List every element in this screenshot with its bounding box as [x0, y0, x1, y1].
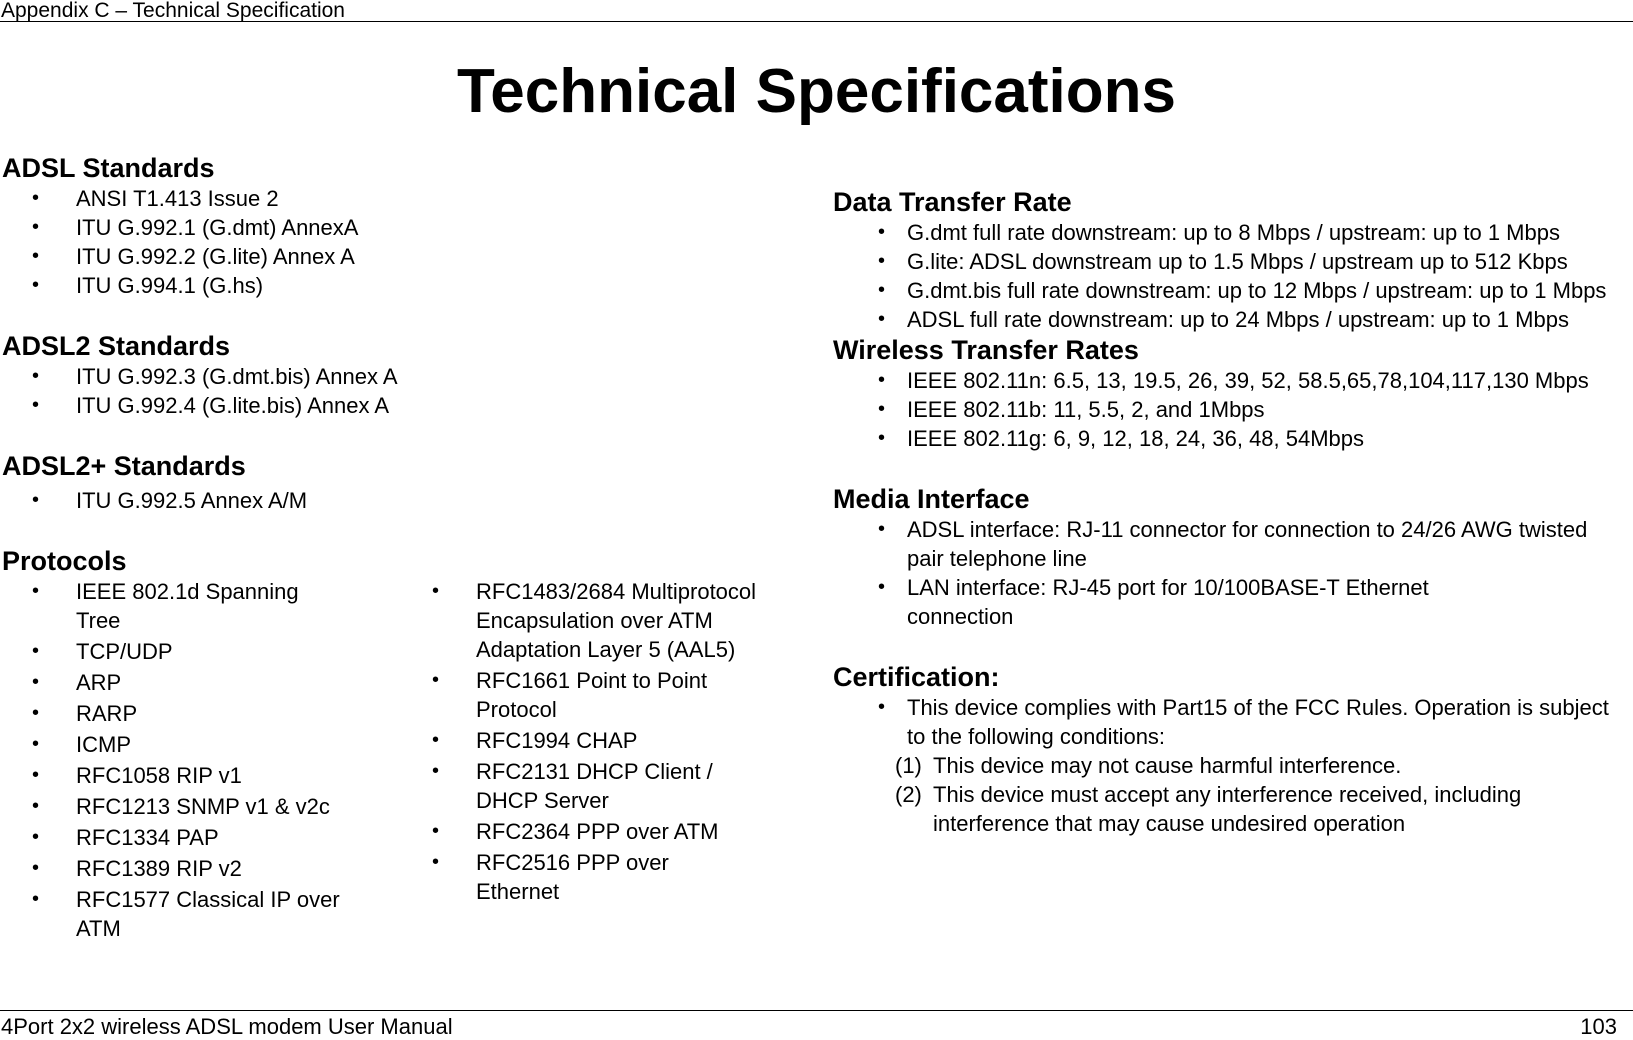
running-header	[0, 0, 1633, 22]
list-item	[833, 305, 1623, 334]
list-item-text: • IEEE 802.1d Spanning Tree	[76, 579, 299, 633]
list-item	[833, 247, 1623, 276]
adsl2plus-standards-list	[2, 486, 792, 515]
list-item-text: • LAN interface: RJ-45 port for 10/100BASE-T Ethernet connection	[907, 575, 1429, 629]
list-item: • ICMP	[2, 730, 402, 759]
list-item: • IEEE 802.11b: 11, 5.5, 2, and 1Mbps	[833, 395, 1623, 424]
list-item: • ANSI T1.413 Issue 2	[2, 184, 792, 213]
certification-list	[833, 693, 1623, 751]
list-item-text: • G.dmt.bis full rate downstream: up to 12 Mbps / upstream: up to 1 Mbps	[907, 278, 1607, 303]
protocols-list-col2	[402, 577, 792, 908]
list-item-text: • RFC1483/2684 Multiprotocol Encapsulation over ATM Adaptation Layer 5 (AAL5)	[476, 579, 757, 662]
list-item-text: • RFC1577 Classical IP over ATM	[76, 887, 340, 941]
list-item	[833, 573, 1623, 631]
list-item: • ITU G.994.1 (G.hs)	[2, 271, 792, 300]
list-item	[2, 885, 402, 943]
list-item: • IEEE 802.11g: 6, 9, 12, 18, 24, 36, 48, 54Mbps	[833, 424, 1623, 453]
left-column	[2, 152, 792, 941]
list-item	[833, 218, 1623, 247]
list-item: • RFC1058 RIP v1	[2, 761, 402, 790]
footer-manual-title: 4Port 2x2 wireless ADSL modem User Manual	[1, 1014, 453, 1039]
adsl2plus-standards-heading: ADSL2+ Standards	[2, 451, 246, 481]
list-item: • ITU G.992.4 (G.lite.bis) Annex A	[2, 391, 792, 420]
condition-number: (1)	[895, 753, 922, 778]
wireless-transfer-rates-list	[833, 366, 1623, 453]
data-transfer-rate-heading: Data Transfer Rate	[833, 187, 1072, 217]
page-footer	[0, 1010, 1633, 1039]
condition-text-continued: interference that may cause undesired operation	[933, 811, 1406, 836]
media-interface-heading: Media Interface	[833, 484, 1030, 514]
certification-heading: Certification:	[833, 662, 1000, 692]
list-item-text: • ADSL interface: RJ-11 connector for connection to 24/26 AWG twisted pair telephone line	[907, 517, 1588, 571]
list-item	[833, 366, 1623, 395]
page-title: Technical Specifications	[457, 57, 1176, 126]
list-item-text: • ADSL full rate downstream: up to 24 Mbps / upstream: up to 1 Mbps	[907, 307, 1569, 332]
wireless-transfer-rates-heading: Wireless Transfer Rates	[833, 335, 1139, 365]
list-item-text: • RFC2131 DHCP Client / DHCP Server	[476, 759, 713, 813]
list-item	[402, 848, 792, 906]
list-item: • RFC1213 SNMP v1 & v2c	[2, 792, 402, 821]
list-item: • ITU G.992.3 (G.dmt.bis) Annex A	[2, 362, 792, 391]
list-item	[833, 515, 1623, 573]
list-item: • RFC2364 PPP over ATM	[402, 817, 792, 846]
list-item: • ITU G.992.1 (G.dmt) AnnexA	[2, 213, 792, 242]
list-item	[2, 577, 402, 635]
list-item	[402, 757, 792, 815]
adsl2-standards-list	[2, 362, 792, 420]
list-item: • TCP/UDP	[2, 637, 402, 666]
protocols-list-col1	[2, 577, 402, 945]
running-header-title: Appendix C – Technical Specification	[1, 0, 345, 22]
condition-text: This device may not cause harmful interference.	[933, 753, 1402, 778]
list-item: • RFC1334 PAP	[2, 823, 402, 852]
list-item: • RFC1389 RIP v2	[2, 854, 402, 883]
list-item	[833, 276, 1623, 305]
page-number: 103	[1580, 1014, 1617, 1039]
list-item	[402, 666, 792, 724]
adsl-standards-heading: ADSL Standards	[2, 153, 215, 183]
data-transfer-rate-list	[833, 218, 1623, 334]
adsl-standards-list	[2, 184, 792, 300]
protocols-lists	[2, 577, 792, 941]
list-item-text: • RFC2516 PPP over Ethernet	[476, 850, 669, 904]
list-item-text: • RFC1661 Point to Point Protocol	[476, 668, 708, 722]
list-item-text: • G.dmt full rate downstream: up to 8 Mbps / upstream: up to 1 Mbps	[907, 220, 1560, 245]
list-item: • ARP	[2, 668, 402, 697]
media-interface-list	[833, 515, 1623, 631]
list-item: • ITU G.992.5 Annex A/M	[2, 486, 792, 515]
condition-number: (2)	[895, 782, 922, 807]
list-item-text: • IEEE 802.11n: 6.5, 13, 19.5, 26, 39, 52, 58.5,65,78,104,117,130 Mbps	[907, 368, 1589, 393]
right-column	[833, 186, 1623, 838]
list-item: • ITU G.992.2 (G.lite) Annex A	[2, 242, 792, 271]
list-item	[833, 693, 1623, 751]
list-item: • RARP	[2, 699, 402, 728]
list-item	[402, 577, 792, 664]
protocols-heading: Protocols	[2, 546, 127, 576]
condition-text: This device must accept any interference received, including	[933, 782, 1522, 807]
list-item-text: • This device complies with Part15 of the FCC Rules. Operation is subject to the following conditions:	[907, 695, 1609, 749]
condition-1	[833, 751, 1623, 780]
list-item: • RFC1994 CHAP	[402, 726, 792, 755]
adsl2-standards-heading: ADSL2 Standards	[2, 331, 231, 361]
list-item-text: • G.lite: ADSL downstream up to 1.5 Mbps / upstream up to 512 Kbps	[907, 249, 1568, 274]
condition-2	[833, 780, 1623, 838]
